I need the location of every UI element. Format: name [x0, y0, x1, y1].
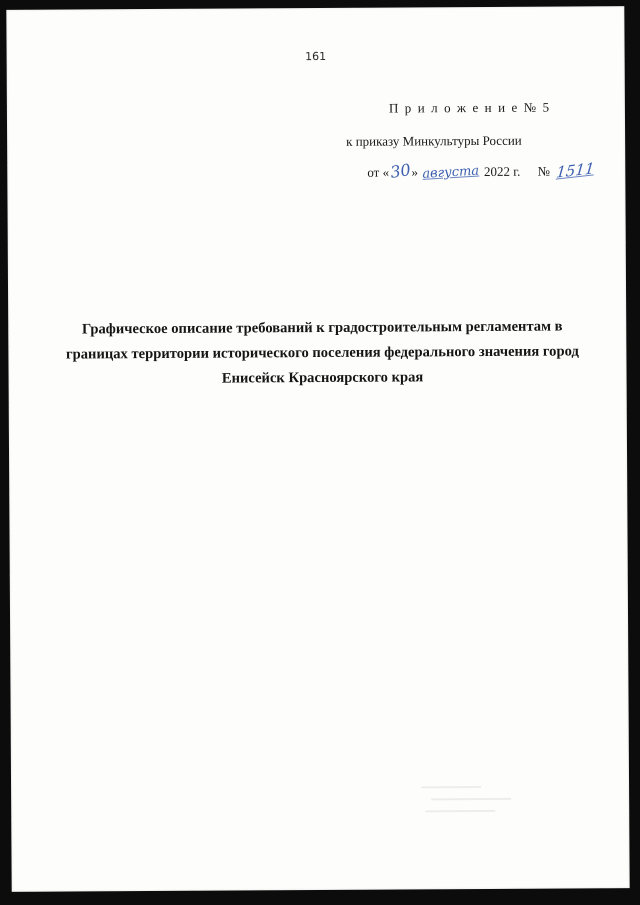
date-prefix: от «	[367, 164, 390, 180]
faint-stamp-mark	[421, 782, 511, 817]
date-year: 2022 г.	[483, 163, 521, 179]
date-close-quote: »	[411, 164, 418, 180]
document-title-line-3: Енисейск Красноярского края	[221, 369, 424, 387]
appendix-title: П р и л о ж е н и е № 5	[388, 99, 551, 116]
appendix-header	[337, 99, 595, 182]
document-title-line-1: Графическое описание требований к градостроительным регламентам в	[81, 318, 563, 338]
handwritten-month: августа	[421, 163, 480, 182]
handwritten-day: 30	[388, 160, 412, 182]
page-number: 161	[305, 49, 327, 64]
handwritten-order-number: 1511	[555, 159, 595, 182]
order-reference: к приказу Минкультуры России	[346, 132, 522, 149]
document-title	[62, 314, 582, 392]
number-label: №	[537, 163, 551, 179]
order-date-line	[367, 160, 594, 185]
document-page	[6, 6, 629, 892]
document-title-line-2: границах территории исторического поселения федерального значения город	[65, 343, 579, 363]
